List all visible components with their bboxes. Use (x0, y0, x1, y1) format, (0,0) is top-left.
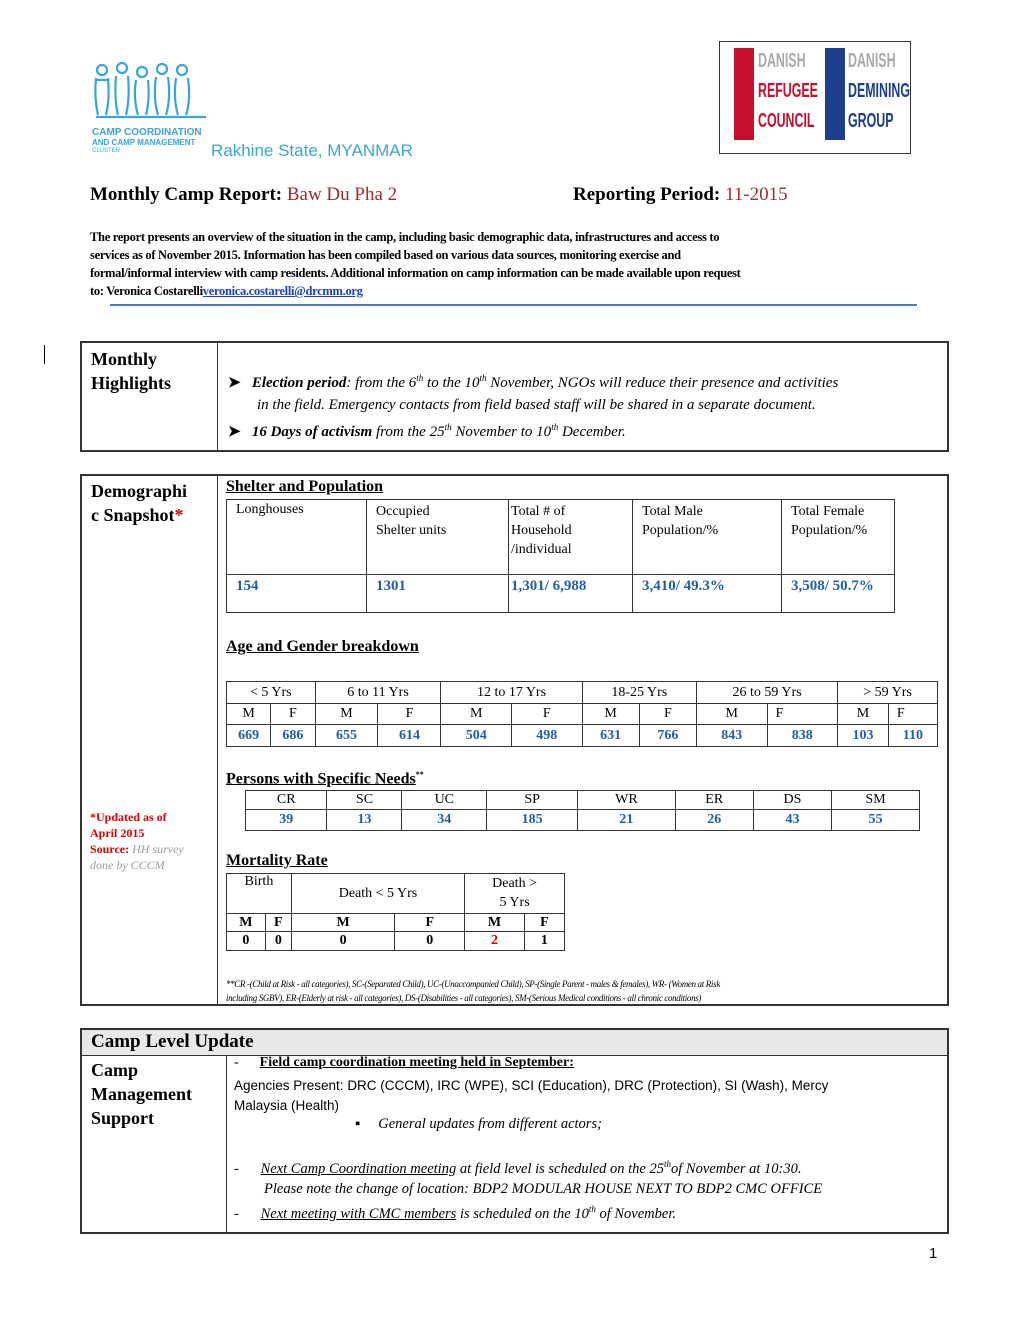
sex-f: F (639, 704, 696, 725)
next-meeting-sup: th (663, 1159, 671, 1169)
camp-bullet-1 (234, 1055, 574, 1071)
source-line1 (90, 841, 212, 857)
shelter-header-male-2: Population/% (642, 523, 719, 538)
cmc-meeting-underlined: Next meeting with CMC members (260, 1205, 457, 1222)
highlights-label-2: Highlights (91, 373, 172, 393)
next-meeting-item (234, 1154, 940, 1224)
highlight-1-text-a: : from the 6 (346, 375, 417, 391)
highlight-1-text-c: November, NGOs will reduce their presence and activities (486, 375, 839, 391)
mortality-value: 2 (465, 932, 525, 951)
specific-needs-footnote (226, 977, 940, 1005)
mortality-sex: F (395, 914, 465, 932)
cccm-people-icon (92, 60, 210, 122)
intro-line2: services as of November 2015. Information has been compiled based on various data sources, monitoring exercise and (90, 248, 681, 262)
shelter-header-total-1: Total # of (511, 504, 566, 519)
mortality-sex: F (265, 914, 291, 932)
cmc-text-a: is scheduled on the 10 (456, 1205, 589, 1222)
intro-paragraph (90, 228, 930, 300)
drc-line1: DANISH (758, 50, 806, 72)
camp-level-title: Camp Level Update (91, 1031, 254, 1052)
sex-m: M (441, 704, 512, 725)
next-meeting-text-a: at field level is scheduled on the 25 (456, 1160, 664, 1177)
next-meeting-line1 (234, 1154, 940, 1179)
specific-needs-table (245, 790, 920, 831)
age-values-row (227, 725, 938, 747)
needs-value: 26 (675, 810, 753, 831)
age-sex-row (227, 704, 938, 725)
age-value: 631 (582, 725, 639, 747)
highlight-2-bold: 16 Days of activism (251, 424, 373, 440)
needs-header: DS (753, 791, 831, 810)
updated-line1: *Updated as of (90, 810, 167, 824)
mortality-header-death-over5-1: Death > (492, 876, 537, 891)
needs-header: SP (487, 791, 578, 810)
age-gender-title: Age and Gender breakdown (226, 638, 419, 655)
highlights-label-1: Monthly (91, 349, 158, 369)
footnote-line2: including SGBV), ER-(Elderly at risk - all categories), DS-(Disabilities - all categories), SM-(Serious Medical conditions - all chronic conditions) (226, 993, 702, 1003)
cccm-logo (92, 60, 210, 155)
highlight-1-text-b: to the 10 (423, 375, 480, 391)
highlights-section (80, 341, 949, 452)
highlight-item-1-line2: in the field. Emergency contacts from field based staff will be shared in a separate document. (257, 397, 816, 413)
highlight-2-text-c: December. (558, 424, 626, 440)
report-title (90, 184, 397, 206)
highlight-1-sup-a: th (416, 373, 424, 383)
sex-f: F (378, 704, 441, 725)
agencies-line2: Malaysia (Health) (234, 1098, 340, 1113)
sex-m: M (315, 704, 378, 725)
source-text-1: HH survey (129, 842, 184, 856)
square-bullet: ▪ (355, 1116, 361, 1132)
age-value: 838 (767, 725, 838, 747)
logo-text-line1: CAMP COORDINATION (92, 127, 202, 138)
drc-logo (719, 41, 911, 154)
specific-needs-title-text: Persons with Specific Needs (226, 770, 416, 788)
camp-label-1: Camp (91, 1060, 139, 1080)
demographic-label-2 (91, 503, 187, 527)
updated-line2: April 2015 (90, 826, 145, 840)
footnote-line1: **CR -(Child at Risk - all categories), SC-(Separated Child), UC-(Unaccompanied Child), SP-(Single Parent - males & females), WR- (Women at Risk (226, 979, 720, 989)
highlight-1-bold: Election period (251, 375, 347, 391)
specific-needs-sup: ** (415, 770, 424, 779)
shelter-header-longhouses: Longhouses (227, 500, 367, 575)
age-group-4: 26 to 59 Yrs (697, 682, 838, 704)
shelter-header-total-2: Household (511, 523, 572, 538)
logo-text-line3: CLUSTER (92, 148, 121, 154)
age-gender-table (226, 681, 938, 747)
sex-m: M (697, 704, 768, 725)
general-updates-item (355, 1116, 602, 1133)
mortality-title: Mortality Rate (226, 852, 328, 869)
age-group-2: 12 to 17 Yrs (441, 682, 582, 704)
mortality-table (226, 873, 565, 951)
shelter-header-male-1: Total Male (642, 504, 703, 519)
mortality-sex: F (524, 914, 564, 932)
drc-line3: COUNCIL (758, 110, 815, 132)
sex-f: F (512, 704, 583, 725)
sex-f: F (767, 704, 838, 725)
shelter-header-occupied-2: Shelter units (376, 523, 447, 538)
source-label: Source: (90, 842, 130, 856)
mortality-value: 0 (227, 932, 266, 951)
cmc-meeting-line (234, 1199, 940, 1224)
needs-value: 21 (578, 810, 676, 831)
contact-email-link[interactable]: veronica.costarelli@drcmm.org (202, 284, 363, 298)
mortality-sex: M (465, 914, 525, 932)
intro-line4-prefix: to: Veronica Costarelli (90, 284, 203, 298)
header-divider (110, 304, 917, 306)
period-label: Reporting Period: (573, 184, 721, 205)
demographic-label-2-text: c Snapshot (91, 505, 175, 525)
age-value: 669 (227, 725, 271, 747)
intro-line1: The report presents an overview of the situation in the camp, including basic demographic data, infrastructures and access to (90, 230, 720, 244)
ddg-line1: DANISH (848, 50, 896, 72)
camp-label-3: Support (91, 1108, 155, 1128)
mortality-header-birth: Birth (227, 874, 292, 914)
shelter-header-total (509, 500, 633, 575)
ddg-blue-bar (825, 48, 845, 140)
needs-header: ER (675, 791, 753, 810)
cmc-text-b: of November. (595, 1205, 676, 1222)
shelter-value-longhouses: 154 (227, 575, 367, 613)
sex-m: M (227, 704, 271, 725)
shelter-title: Shelter and Population (226, 478, 384, 495)
drc-line2: REFUGEE (758, 80, 818, 102)
highlight-2-text-a: from the 25 (372, 424, 445, 440)
sex-f: F (271, 704, 315, 725)
mortality-sex: M (291, 914, 395, 932)
period-value: 11-2015 (724, 184, 788, 205)
mortality-value: 1 (524, 932, 564, 951)
age-group-5: > 59 Yrs (838, 682, 938, 704)
shelter-header-occupied (367, 500, 509, 575)
text-cursor (44, 345, 45, 364)
age-value: 504 (441, 725, 512, 747)
ddg-line3: GROUP (848, 110, 894, 132)
needs-value: 43 (753, 810, 831, 831)
age-value: 843 (697, 725, 768, 747)
next-meeting-text-b: of November at 10:30. (671, 1160, 802, 1177)
field-meeting-heading: Field camp coordination meeting held in September: (259, 1055, 574, 1070)
shelter-header-total-3: /individual (511, 542, 572, 557)
age-value: 498 (512, 725, 583, 747)
shelter-header-occupied-1: Occupied (376, 504, 430, 519)
needs-value: 39 (246, 810, 327, 831)
age-group-0: < 5 Yrs (227, 682, 316, 704)
source-line2: done by CCCM (90, 858, 165, 872)
general-updates-text: General updates from different actors; (378, 1116, 602, 1132)
highlight-2-sup-b: th (551, 422, 559, 432)
needs-header: CR (246, 791, 327, 810)
agencies-present (234, 1076, 934, 1116)
sex-f: F (888, 704, 937, 725)
shelter-header-male (633, 500, 782, 575)
highlight-2-sup-a: th (444, 422, 452, 432)
age-group-1: 6 to 11 Yrs (315, 682, 441, 704)
age-group-3: 18-25 Yrs (582, 682, 696, 704)
needs-header: UC (402, 791, 487, 810)
camp-name: Baw Du Pha 2 (286, 184, 398, 205)
highlight-item-1: ➤ Election period: from the 6th to the 10th November, NGOs will reduce their presence and activities (228, 373, 839, 391)
dash-bullet: - (234, 1160, 239, 1177)
specific-needs-title (226, 770, 424, 788)
agencies-line1: Agencies Present: DRC (CCCM), IRC (WPE), SCI (Education), DRC (Protection), SI (Wash), Mercy (234, 1078, 829, 1093)
mortality-value: 0 (291, 932, 395, 951)
shelter-header-female-1: Total Female (791, 504, 865, 519)
needs-header: WR (578, 791, 676, 810)
demographic-label-1: Demographi (91, 481, 187, 501)
needs-value: 34 (402, 810, 487, 831)
sex-m: M (582, 704, 639, 725)
title-label: Monthly Camp Report: (90, 184, 283, 205)
shelter-value-female: 3,508/ 50.7% (782, 575, 895, 613)
page-number: 1 (929, 1245, 938, 1262)
mortality-value: 0 (265, 932, 291, 951)
intro-line4 (90, 282, 930, 300)
age-value: 614 (378, 725, 441, 747)
next-meeting-line2: Please note the change of location: BDP2 MODULAR HOUSE NEXT TO BDP2 CMC OFFICE (264, 1180, 823, 1197)
shelter-header-female-2: Population/% (791, 523, 868, 538)
shelter-value-occupied: 1301 (367, 575, 509, 613)
needs-header: SM (832, 791, 920, 810)
shelter-table (226, 499, 895, 613)
mortality-header-death-over5-2: 5 Yrs (499, 895, 530, 910)
intro-line3: formal/informal interview with camp residents. Additional information on camp information can be made available upon request (90, 266, 741, 280)
mortality-value: 0 (395, 932, 465, 951)
age-value: 766 (639, 725, 696, 747)
demographic-asterisk: * (174, 505, 184, 525)
age-value: 103 (838, 725, 889, 747)
needs-value: 13 (327, 810, 402, 831)
mortality-sex: M (227, 914, 266, 932)
highlight-2-text-b: November to 10 (451, 424, 552, 440)
age-value: 110 (888, 725, 937, 747)
dash-bullet: - (234, 1205, 239, 1222)
logo-text-line2: AND CAMP MANAGEMENT (92, 138, 196, 147)
ddg-line2: DEMINING (848, 80, 910, 102)
age-value: 686 (271, 725, 315, 747)
needs-value: 185 (487, 810, 578, 831)
needs-header: SC (327, 791, 402, 810)
dash-bullet: - (234, 1055, 239, 1070)
shelter-value-total: 1,301/ 6,988 (509, 575, 633, 613)
cmc-sup: th (588, 1203, 596, 1214)
drc-red-bar (734, 48, 754, 140)
shelter-header-female (782, 500, 895, 575)
age-value: 655 (315, 725, 378, 747)
mortality-header-death-over5 (465, 874, 565, 914)
highlight-1-sup-b: th (479, 373, 487, 383)
camp-label-2: Management (91, 1084, 192, 1104)
mortality-header-death-under5: Death < 5 Yrs (291, 874, 464, 914)
location: Rakhine State, MYANMAR (211, 141, 413, 160)
reporting-period (573, 184, 788, 206)
next-meeting-underlined: Next Camp Coordination meeting (260, 1160, 457, 1177)
highlight-item-2: ➤ 16 Days of activism from the 25th November to 10th December. (228, 422, 626, 440)
shelter-value-male: 3,410/ 49.3% (633, 575, 782, 613)
sex-m: M (838, 704, 889, 725)
needs-value: 55 (832, 810, 920, 831)
